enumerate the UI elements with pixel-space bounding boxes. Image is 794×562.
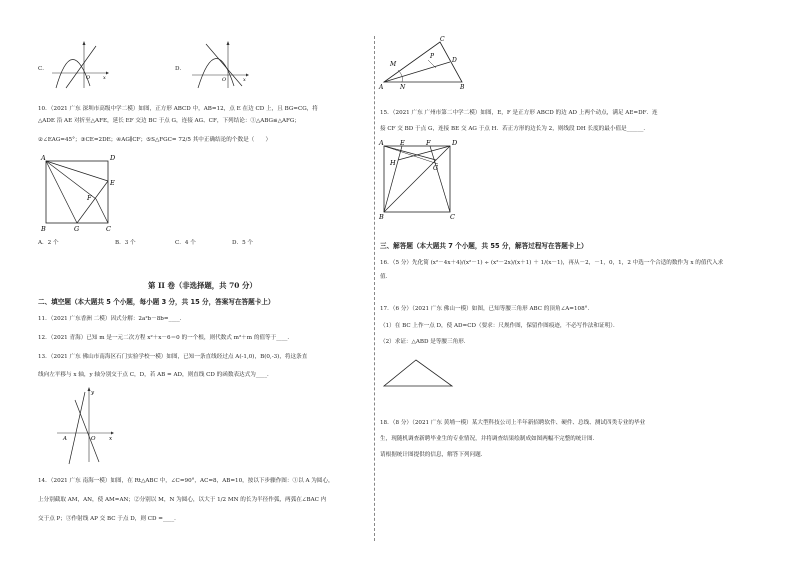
q17-line2: （1）在 BC 上作一点 D，使 AD=CD（要求：尺规作图，保留作图痕迹，不必写作法和证明）．: [380, 323, 619, 329]
q14-label-b: B: [460, 84, 465, 91]
q10-label-e: E: [110, 179, 115, 187]
q14-triangle-figure: [378, 36, 468, 92]
q14-line1: 14．（2021 广东 南海一模）如图，在 Rt△ABC 中，∠C=90°，AC=8，AB=10，按以下步骤作图：①以 A 为圆心，: [38, 478, 334, 484]
q9-option-d: D．: [175, 66, 186, 72]
q10-label-a: A: [41, 154, 46, 162]
q10-choice-a: A．2 个: [38, 240, 59, 246]
q9-graph-c: [50, 40, 110, 90]
q10-label-c: C: [106, 225, 111, 233]
q14-label-m: M: [390, 61, 397, 68]
q14-label-n: N: [400, 84, 406, 91]
q15-square-figure: [378, 140, 458, 220]
q10-line3: ②∠EAG=45°；③CE=2DE；④AG∥CF；⑤S△FGC= 72/5 其中正确结论的个数是（ ）: [38, 137, 272, 143]
q15-label-c: C: [450, 213, 455, 221]
q15-label-b: B: [379, 213, 384, 221]
q11-text: 11．（2021 广东香洲 二模）因式分解：2a²b－8b=____．: [38, 316, 186, 322]
q10-choice-b: B．3 个: [115, 240, 136, 246]
q10-label-d: D: [110, 154, 116, 162]
q10-label-f: F: [87, 194, 92, 202]
q13-line1: 13．（2021 广东 佛山市南海区石门实验学校一模）如图，已知一条直线经过点 A(-1,0)，B(0,-3)，将这条直: [38, 354, 308, 360]
q15-line2: 接 CF 交 BD 于点 G，连接 BE 交 AG 于点 H．若正方形的边长为 2，则线段 DH 长度的最小值是______．: [380, 126, 650, 132]
q13-y-label: y: [91, 390, 95, 396]
q13-a-label: A: [63, 436, 67, 442]
q10-label-g: G: [74, 225, 80, 233]
q14-line3: 交于点 P；③作射线 AP 交 BC 于点 D，则 CD =____．: [38, 516, 180, 522]
answer-section-heading: 三、解答题（本大题共 7 个小题，共 55 分，解答过程写在答题卡上）: [380, 242, 588, 250]
q15-label-d: D: [452, 139, 458, 147]
q16-line2: 值．: [380, 274, 392, 280]
q10-line2: △ADE 沿 AE 对折至△AFE，延长 EF 交边 BC 于点 G，连接 AG、CF，下列结论：①△ABG≌△AFG；: [38, 118, 300, 124]
q10-label-b: B: [41, 225, 46, 233]
q9c-x-label: x: [103, 75, 106, 81]
q10-choice-d: D．5 个: [232, 240, 254, 246]
q13-line2: 线向左平移与 x 轴，y 轴分别交于点 C，D，若 AB = AD，则直线 CD 的函数表达式为____．: [38, 372, 273, 378]
q18-line2: 生，现随机调查新聘毕业生的专业情况，并将调查结果绘制成如图两幅不完整的统计图．: [380, 436, 599, 442]
q18-line1: 18．（8 分）（2021 广东 黄埔一模）某大型科技公司上半年新招聘软件、硬件、总线、测试四类专业的毕业: [380, 420, 646, 426]
q18-line3: 请根据统计图提供的信息，解答下列问题．: [380, 452, 487, 458]
q14-label-d: D: [452, 57, 457, 64]
q15-label-g: G: [433, 164, 439, 172]
q13-x-label: x: [109, 436, 113, 442]
q9-option-c: C．: [38, 66, 48, 72]
q10-line1: 10．（2021 广东 深圳市高级中学二模）如图，正方形 ABCD 中，AB=12，点 E 在边 CD 上，且 BG=CG，将: [38, 106, 318, 112]
part2-title: 第 II 卷（非选择题，共 70 分）: [148, 281, 257, 290]
q15-line1: 15．（2021 广东 广州市第二中学二模）如图，E，F 是正方形 ABCD 的边 AD 上两个动点，满足 AE=DF．连: [380, 110, 658, 116]
q9-graph-d: [190, 40, 250, 90]
q17-triangle-figure: [380, 356, 460, 390]
q14-label-p: P: [430, 53, 435, 60]
q14-label-a: A: [379, 84, 384, 91]
column-divider: [374, 36, 375, 541]
q13-o-label: O: [91, 436, 96, 442]
q17-line3: （2）求证：△ABD 是等腰三角形．: [380, 339, 470, 345]
q9c-o-label: O: [86, 75, 91, 81]
q17-line1: 17．（6 分）（2021 广东 佛山一模）如图，已知等腰三角形 ABC 的顶角∠A=108°．: [380, 306, 594, 312]
q9d-x-label: x: [243, 77, 246, 83]
q15-label-h: H: [390, 159, 396, 167]
q12-text: 12．（2021 青海）已知 m 是一元二次方程 x²＋x－6＝0 的一个根，则代数式 m²＋m 的值等于____．: [38, 335, 294, 341]
q16-line1: 16．（5 分）先化简 (x²－4x＋4)/(x²－1) ÷ (x²－2x)/(x＋1) ＋ 1/(x－1)，再从－2，－1，0，1，2 中选一个合适的数作为 x 的值代入求: [380, 260, 724, 266]
q9d-o-label: O: [222, 77, 227, 83]
q14-line2: 上分别截取 AM，AN，使 AM=AN；②分别以 M，N 为圆心，以大于 1/2 MN 的长为半径作弧，两弧在∠BAC 内: [38, 497, 327, 503]
q15-label-a: A: [379, 139, 384, 147]
q15-label-f: F: [426, 139, 431, 147]
q10-choice-c: C．4 个: [175, 240, 196, 246]
q10-square-figure: [40, 155, 120, 235]
q14-label-c: C: [440, 36, 445, 43]
q15-label-e: E: [400, 139, 405, 147]
q13-graph: [55, 386, 115, 466]
fill-in-section-heading: 二、填空题（本大题共 5 个小题，每小题 3 分，共 15 分，答案写在答题卡上）: [38, 298, 275, 306]
